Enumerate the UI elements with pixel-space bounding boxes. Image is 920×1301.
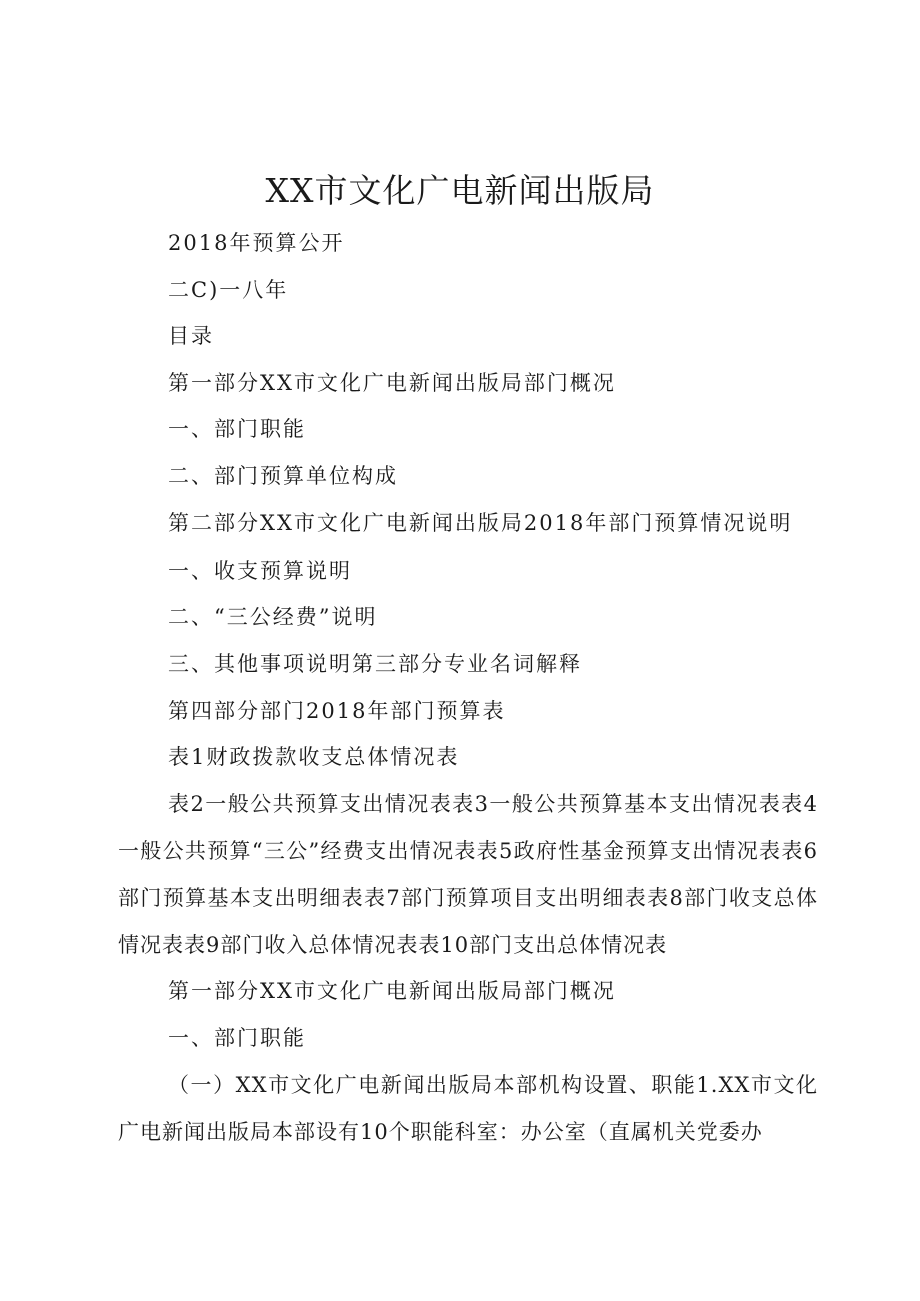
toc-heading: 目录 [168,324,214,348]
toc-item-revenue: 一、收支预算说明 [168,559,352,583]
toc-part-two: 第二部分XX市文化广电新闻出版局2018年部门预算情况说明 [168,511,793,535]
toc-item-functions: 一、部门职能 [168,417,306,441]
year-text: 二C)一八年 [168,278,289,302]
toc-tables-paragraph: 表2一般公共预算支出情况表表3一般公共预算基本支出情况表表4一般公共预算“三公”经费支出情况表表5政府性基金预算支出情况表表6部门预算基本支出明细表表7部门预算项目支出明细表表8部门收支总体情况表表9部门收入总体情况表表10部门支出总体情况表 [118,792,818,957]
subtitle-budget-year: 2018年预算公开 [168,231,345,255]
toc-item-other: 三、其他事项说明第三部分专业名词解释 [168,652,582,676]
toc-table-one: 表1财政拨款收支总体情况表 [168,745,460,769]
toc-part-four: 第四部分部门2018年部门预算表 [168,699,506,723]
toc-part-one: 第一部分XX市文化广电新闻出版局部门概况 [168,371,616,395]
toc-item-units: 二、部门预算单位构成 [168,464,398,488]
toc-item-three-public: 二、“三公经费”说明 [168,605,378,629]
document-title: XX市文化广电新闻出版局 [265,171,655,210]
sub-heading: 一、部门职能 [168,1026,306,1050]
body-paragraph: （一）XX市文化广电新闻出版局本部机构设置、职能1.XX市文化广电新闻出版局本部设有10个职能科室：办公室（直属机关党委办 [118,1073,818,1144]
section-heading: 第一部分XX市文化广电新闻出版局部门概况 [168,979,616,1003]
